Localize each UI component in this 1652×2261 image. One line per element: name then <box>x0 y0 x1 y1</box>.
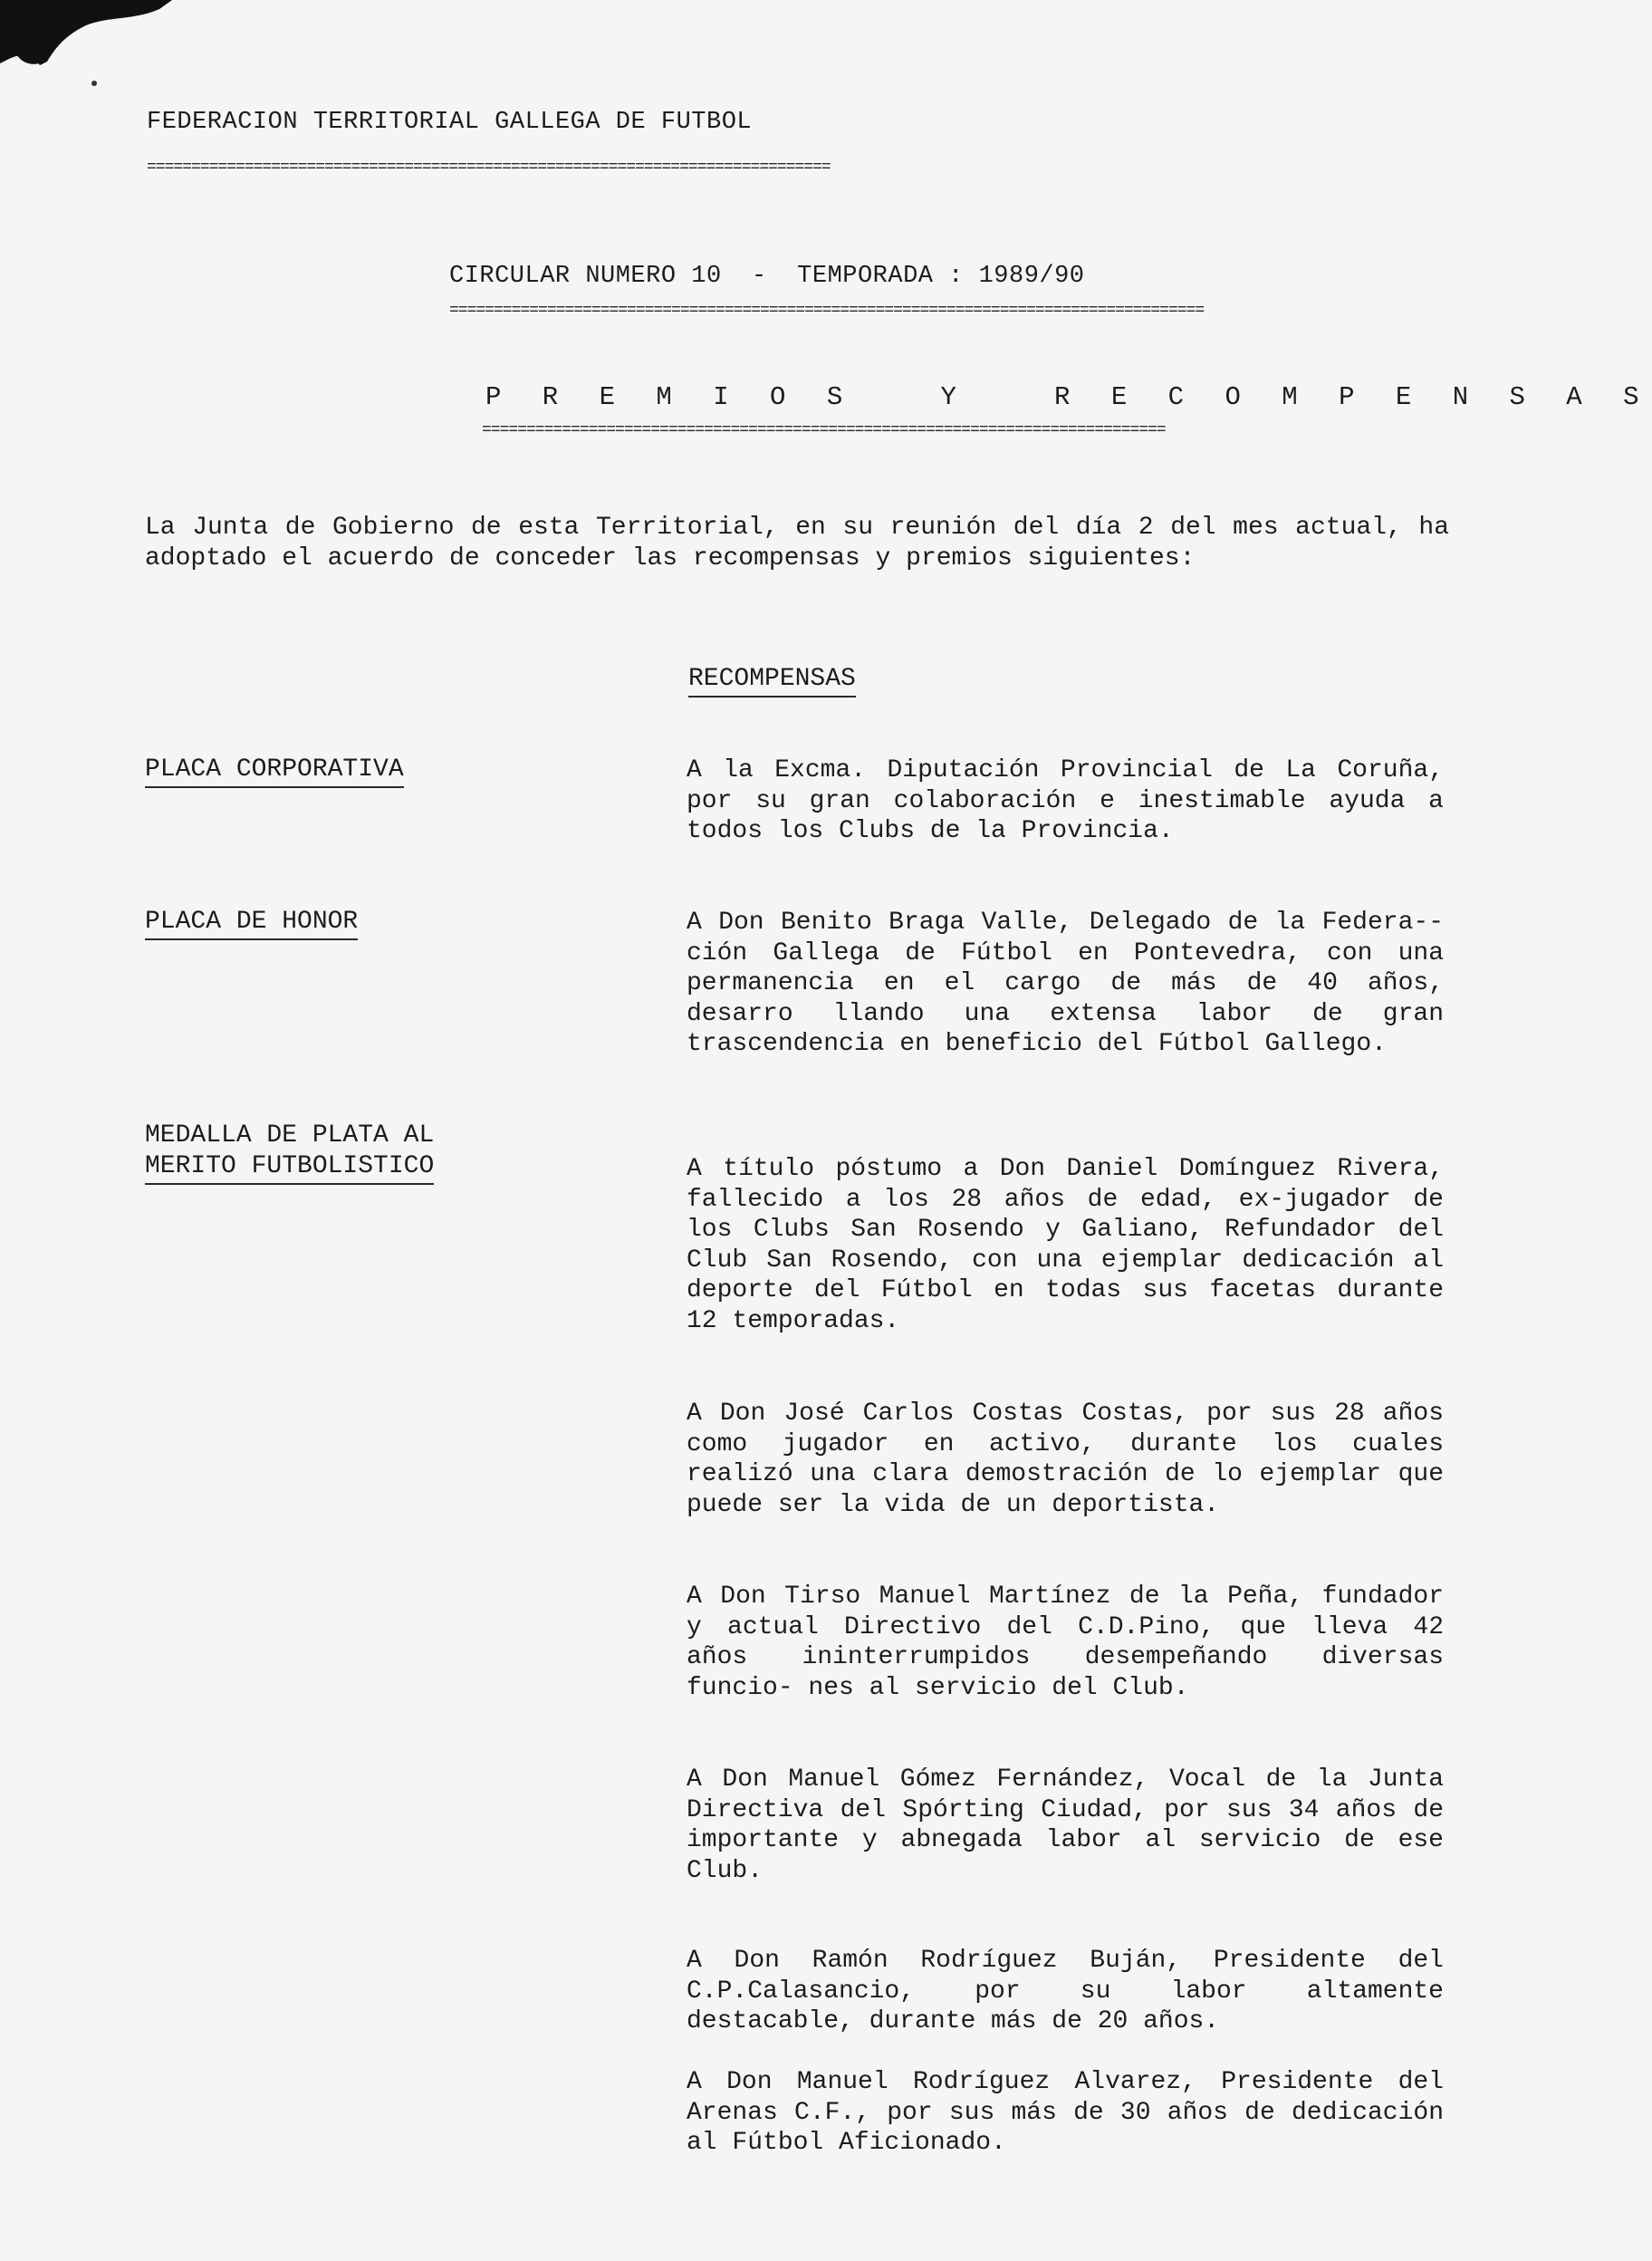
award-recipient: A título póstumo a Don Daniel Domínguez Rivera, fallecido a los 28 años de edad, ex-jugador de los Clubs San Rosendo y Galiano, Refundador del Club San Rosendo, con una ejemplar dedicación al deporte del Fútbol en todas sus facetas durante 12 temporadas. <box>687 1155 1444 1335</box>
award-category: PLACA DE HONOR <box>145 908 358 940</box>
award-category: PLACA CORPORATIVA <box>145 755 404 788</box>
award-category-line: MEDALLA DE PLATA AL <box>145 1121 435 1150</box>
underline-rule: ===================================================================================== <box>449 302 1205 320</box>
award-recipient: A Don Manuel Rodríguez Alvarez, Presidente del Arenas C.F., por sus más de 30 años de dedicación al Fútbol Aficionado. <box>687 2068 1444 2157</box>
document-title: P R E M I O S Y R E C O M P E N S A S <box>485 382 1652 412</box>
award-recipient: A Don Manuel Gómez Fernández, Vocal de la Junta Directiva del Spórting Ciudad, por sus 34 años de importante y abnegada labor al servicio de ese Club. <box>687 1766 1444 1885</box>
award-text: A Don Benito Braga Valle, Delegado de la Federa-- ción Gallega de Fútbol en Pontevedra, con una permanencia en el cargo de más de 40 años, desarro llando una extensa labor de gran trascendencia en beneficio del Fútbol Gallego. <box>687 909 1444 1058</box>
section-heading: RECOMPENSAS <box>688 665 856 698</box>
award-recipient: A Don Ramón Rodríguez Buján, Presidente del C.P.Calasancio, por su labor altamente destacable, durante más de 20 años. <box>687 1947 1444 2035</box>
award-recipient: A Don Tirso Manuel Martínez de la Peña, fundador y actual Directivo del C.D.Pino, que lleva 42 años ininterrumpidos desempeñando diversas funcio- nes al servicio del Club. <box>687 1583 1444 1702</box>
scan-corner-mark <box>0 0 172 82</box>
intro-paragraph: La Junta de Gobierno de esta Territorial, en su reunión del día 2 del mes actual, ha adoptado el acuerdo de conceder las recompensas y premios siguientes: <box>145 514 1449 572</box>
organization-name: FEDERACION TERRITORIAL GALLEGA DE FUTBOL <box>147 109 753 136</box>
award-recipient: A Don José Carlos Costas Costas, por sus 28 años como jugador en activo, durante los cuales realizó una clara demostración de lo ejemplar que puede ser la vida de un deportista. <box>687 1400 1444 1519</box>
underline-rule: ============================================================================= <box>482 421 1166 439</box>
award-category: MERITO FUTBOLISTICO <box>145 1152 434 1185</box>
underline-rule: ============================================================================= <box>147 159 831 177</box>
award-text: A la Excma. Diputación Provincial de La Coruña, por su gran colaboración e inestimable ayuda a todos los Clubs de la Provincia. <box>687 756 1444 845</box>
circular-number: CIRCULAR NUMERO 10 - TEMPORADA : 1989/90 <box>449 263 1085 290</box>
